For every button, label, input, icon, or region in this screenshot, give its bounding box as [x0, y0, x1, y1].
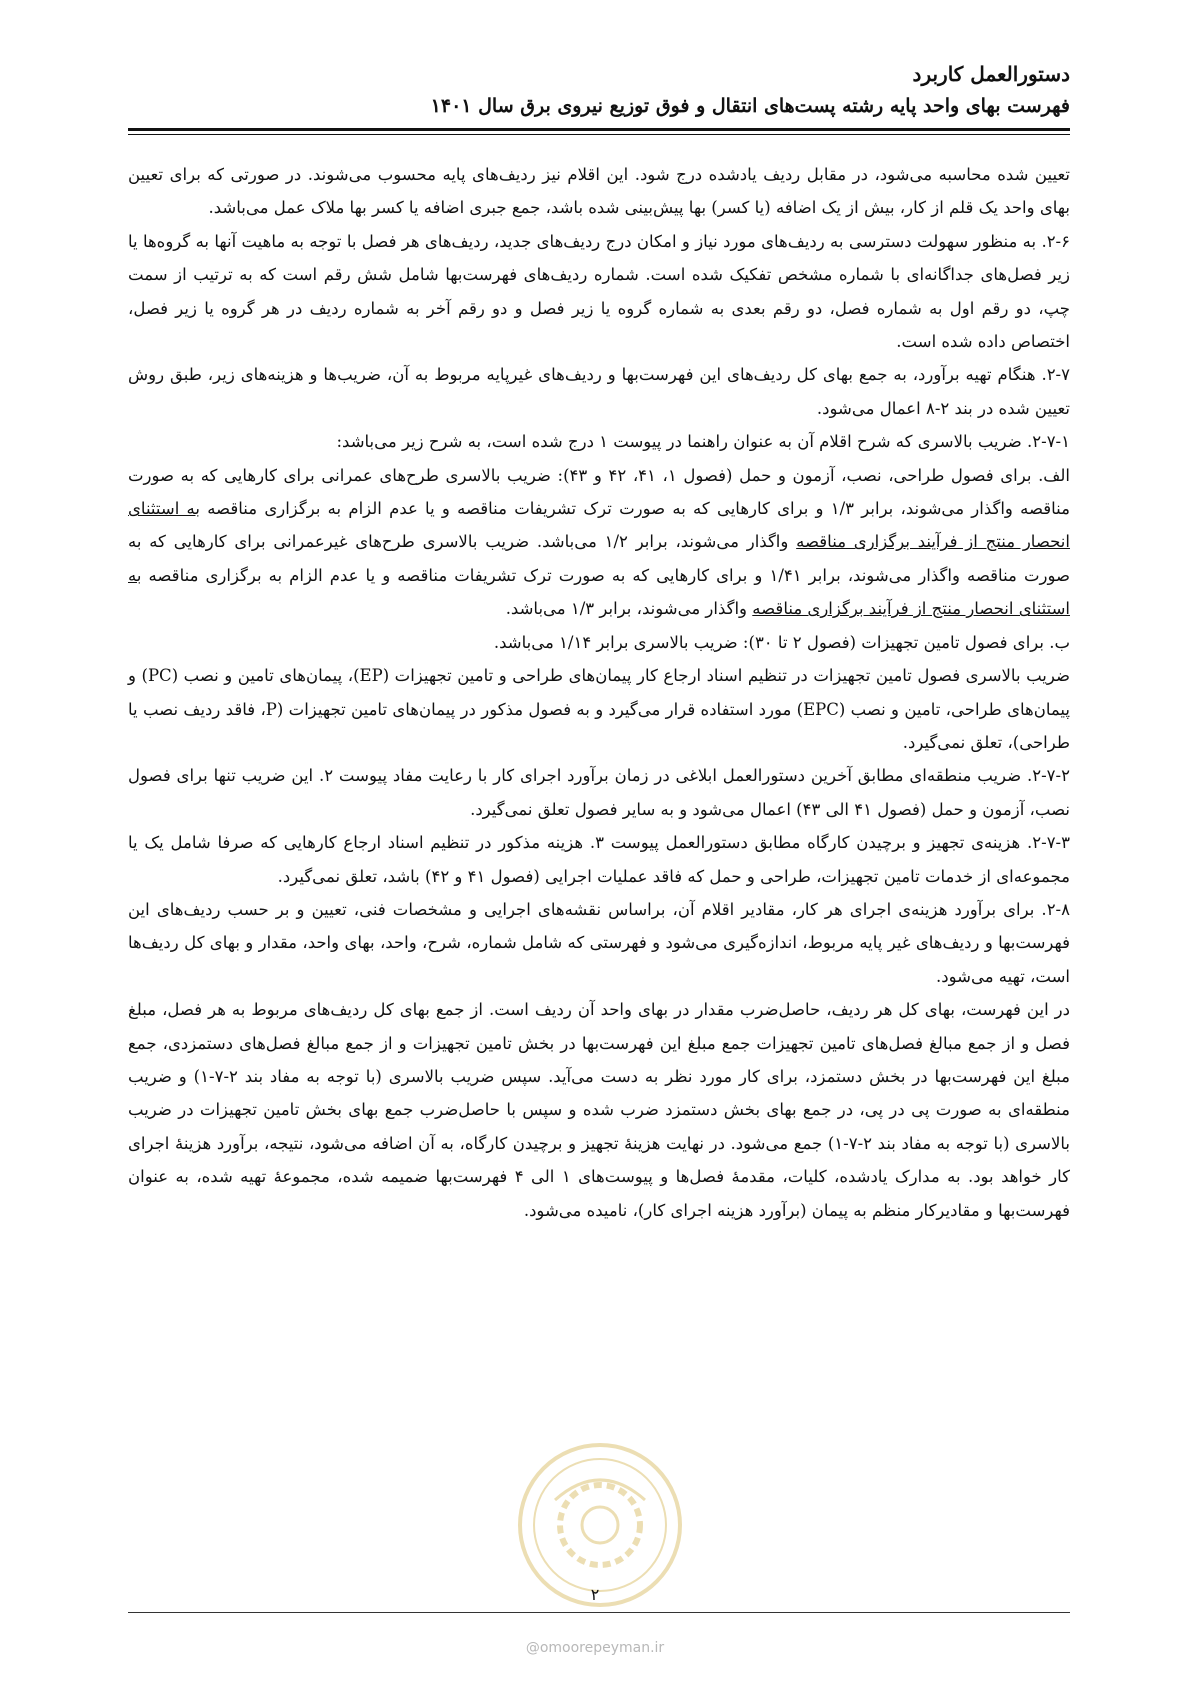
header-rule-thin [128, 134, 1070, 135]
underlined-text: به استثنای انحصار منتج از فرآیند برگزاری مناقصه [128, 499, 1070, 552]
text-run: الف. برای فصول طراحی، نصب، آزمون و حمل (فصول ۱، ۴۱، ۴۲ و ۴۳): ضریب بالاسری طرح‌های عمرانی برای کارهایی که به صورت مناقصه واگذار می‌شوند، برابر ۱/۳ و برای کارهایی که به صورت ترک تشریفات مناقصه و یا عدم الزام به برگزاری مناقصه [128, 465, 1071, 519]
page-header [130, 58, 1070, 122]
paragraph-2-7-3: ۲-۷-۳. هزینه‌ی تجهیز و برچیدن کارگاه مطابق دستورالعمل پیوست ۳. هزینه مذکور در تنظیم اسناد ارجاع کارهایی که صرفا شامل یک یا مجموعه‌ای از خدمات تامین تجهیزات، طراحی و حمل که فاقد عملیات اجرایی (فصول ۴۱ و ۴۲) باشد، تعلق نمی‌گیرد. [128, 833, 1070, 886]
paragraph-2-7: ۲-۷. هنگام تهیه برآورد، به جمع بهای کل ردیف‌های این فهرست‌بها و ردیف‌های غیرپایه مربوط به آن، ضریب‌ها و هزینه‌های زیر، طبق روش تعیین شده در بند ۲-۸ اعمال می‌شود. [128, 365, 1070, 418]
page-number: ۲ [590, 1585, 600, 1604]
watermark-text: @omoorepeyman.ir [525, 1640, 665, 1656]
paragraph-2-8: ۲-۸. برای برآورد هزینه‌ی اجرای هر کار، مقادیر اقلام آن، براساس نقشه‌های اجرایی و مشخصات فنی، تعیین و بر حسب ردیف‌های این فهرست‌بها و ردیف‌های غیر پایه مربوط، اندازه‌گیری می‌شود و فهرستی که شامل شماره، شرح، واحد، بهای واحد، مقدار و بهای کل ردیف‌ها است، تهیه می‌شود. [128, 899, 1070, 986]
underlined-text: به استثنای انحصار منتج از فرآیند برگزاری مناقصه [128, 565, 1070, 619]
paragraph-2-7-2: ۲-۷-۲. ضریب منطقه‌ای مطابق آخرین دستورالعمل ابلاغی در زمان برآورد اجرای کار با رعایت مفاد پیوست ۲. این ضریب تنها برای فصول نصب، آزمون و حمل (فصول ۴۱ الی ۴۳) اعمال می‌شود و به سایر فصول تعلق نمی‌گیرد. [128, 766, 1070, 819]
footer-rule [128, 1612, 1070, 1613]
paragraph-alef [128, 459, 1070, 626]
header-subtitle: فهرست بهای واحد پایه رشته پست‌های انتقال و فوق توزیع نیروی برق سال ۱۴۰۱ [430, 95, 1070, 117]
paragraph-2-7-1: ۲-۷-۱. ضریب بالاسری که شرح اقلام آن به عنوان راهنما در پیوست ۱ درج شده است، به شرح زیر می‌باشد: [336, 432, 1070, 452]
paragraph-2-6: ۲-۶. به منظور سهولت دسترسی به ردیف‌های مورد نیاز و امکان درج ردیف‌های جدید، ردیف‌های هر فصل با توجه به ماهیت آنها به گروه‌ها یا زیر فصل‌های جداگانه‌ای با شماره مشخص تفکیک شده است. شماره ردیف‌های فهرست‌بها شامل شش رقم است که به ترتیب از سمت چپ، دو رقم اول به شماره فصل، دو رقم بعدی به شماره گروه یا زیر فصل و دو رقم آخر به شماره ردیف در هر گروه یا زیر فصل، اختصاص داده شده است. [128, 231, 1070, 352]
paragraph-summary: در این فهرست، بهای کل هر ردیف، حاصل‌ضرب مقدار در بهای واحد آن ردیف است. از جمع بهای کل ردیف‌های مربوط به هر فصل، مبلغ فصل و از جمع مبالغ فصل‌های تامین تجهیزات جمع مبلغ این فهرست‌بها در بخش تامین تجهیزات و از جمع مبالغ فصل‌های دستمزدی، جمع مبلغ این فهرست‌بها در بخش دستمزد، برای کار مورد نظر به دست می‌آید. سپس ضریب بالاسری (با توجه به مفاد بند ۲-۷-۱) و ضریب منطقه‌ای به صورت پی در پی، در جمع بهای بخش دستمزد ضرب شده و سپس با حاصل‌ضرب جمع بهای بخش تامین تجهیزات در ضریب بالاسری (با توجه به مفاد بند ۲-۷-۱) جمع می‌شود. در نهایت هزینهٔ تجهیز و برچیدن کارگاه، به آن اضافه می‌شود، نتیجه، برآورد هزینهٔ اجرای کار خواهد بود. به مدارک یادشده، کلیات، مقدمهٔ فصل‌ها و پیوست‌های ۱ الی ۴ فهرست‌بها ضمیمه شده، مجموعهٔ تهیه شده، به عنوان فهرست‌بها و مقادیرکار منظم به پیمان (برآورد هزینه اجرای کار)، نامیده می‌شود. [128, 1000, 1071, 1220]
text-run: واگذار می‌شوند، برابر ۱/۲ می‌باشد. ضریب بالاسری طرح‌های غیرعمرانی برای کارهایی که به صورت مناقصه واگذار می‌شوند، برابر ۱/۴۱ و برای کارهایی که به صورت ترک تشریفات مناقصه و یا عدم الزام به برگزاری مناقصه [128, 532, 1070, 585]
paragraph-overhead-note: ضریب بالاسری فصول تامین تجهیزات در تنظیم اسناد ارجاع کار پیمان‌های طراحی و تامین تجهیزات (EP)، پیمان‌های تامین و نصب (PC) و پیمان‌های طراحی، تامین و نصب (EPC) مورد استفاده قرار می‌گیرد و به فصول مذکور در پیمان‌های تامین تجهیزات (P، فاقد ردیف نصب یا طراحی)، تعلق نمی‌گیرد. [128, 666, 1070, 752]
text-run: واگذار می‌شوند، برابر ۱/۳ می‌باشد. [505, 599, 753, 619]
header-rule-thick [128, 128, 1070, 131]
header-title: دستورالعمل کاربرد [912, 62, 1070, 86]
paragraph-be: ب. برای فصول تامین تجهیزات (فصول ۲ تا ۳۰): ضریب بالاسری برابر ۱/۱۴ می‌باشد. [493, 632, 1070, 652]
document-body [128, 158, 1070, 1227]
paragraph: تعیین شده محاسبه می‌شود، در مقابل ردیف یادشده درج شود. این اقلام نیز ردیف‌های پایه محسوب می‌شوند. در صورتی که برای تعیین بهای واحد یک قلم از کار، بیش از یک اضافه (یا کسر) بها پیش‌بینی شده باشد، جمع جبری اضافه یا کسر بها ملاک عمل می‌باشد. [128, 165, 1070, 218]
